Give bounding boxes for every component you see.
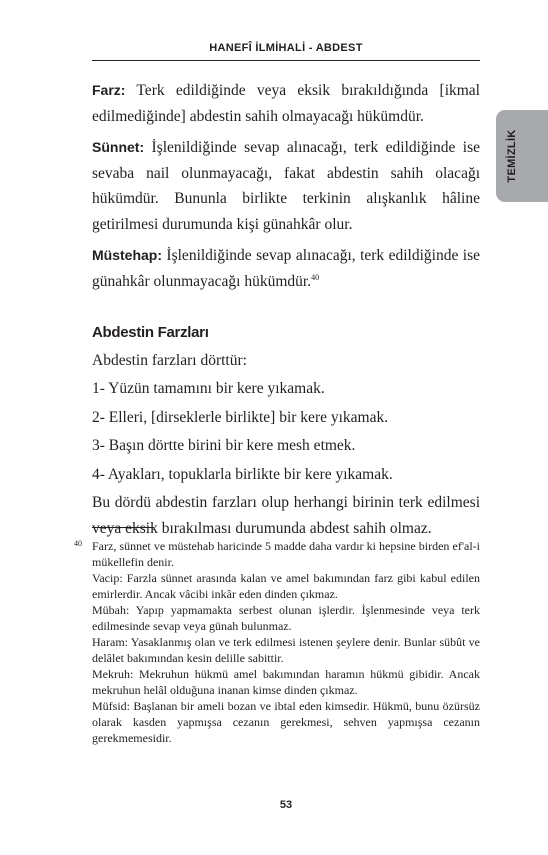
footnote-rule (92, 527, 154, 528)
page-number: 53 (279, 799, 293, 811)
section-intro: Abdestin farzları dörttür: (92, 351, 247, 369)
definition-term: Müstehap: (92, 247, 162, 263)
header-rule (92, 60, 480, 61)
footnote-number: 40 (74, 539, 82, 548)
definition-term: Sünnet: (92, 139, 145, 155)
list-item: 4- Ayakları, topuklarla birlikte bir kere yıkamak. (92, 465, 393, 483)
definition-term: Farz: (92, 82, 126, 98)
definition-text: İşlenildiğinde sevap alınacağı, terk edildiğinde ise sevaba nail olunmayacağı, fakat abdestin sahih olacağı hükümdür. Bununla birlikte terkinin alışkanlık hâline getirilmesi durumunda kişi günahkâr olur. (92, 139, 480, 233)
footnote-line: Farz, sünnet ve müstehab haricinde 5 madde daha vardır ki hepsine birden ef'al-i mükellefin denir. (92, 539, 480, 569)
footnote (74, 538, 480, 746)
list-item: 1- Yüzün tamamını bir kere yıkamak. (92, 380, 325, 397)
definition-text: İşlenildiğinde sevap alınacağı, terk edildiğinde ise günahkâr olunmayacağı hükümdür. (92, 247, 480, 290)
footnote-reference[interactable]: 40 (311, 272, 320, 282)
main-text (92, 78, 480, 547)
definition-farz (92, 78, 480, 129)
section-tab-label: TEMİZLİK (506, 129, 518, 183)
definition-sunnet (92, 135, 480, 237)
list-item: 2- Elleri, [dirseklerle birlikte] bir kere yıkamak. (92, 408, 389, 426)
section-tab (496, 110, 548, 202)
footnote-line: Haram: Yasaklanmış olan ve terk edilmesi istenen şeylere denir. Bunlar sübût ve delâlet bakımından kesin delille sabittir. (92, 635, 480, 665)
section-closing: Bu dördü abdestin farzları olup herhangi birinin terk edilmesi veya eksik bırakılması durumunda abdest sahih olmaz. (92, 494, 480, 537)
footnote-line: Müfsid: Başlanan bir ameli bozan ve ibtal eden kimsedir. Hükmü, bunu özürsüz olarak kasden yapmışsa cezanın gerekmesi, sehven yapmışsa cezanın gerekmemesidir. (92, 699, 480, 745)
footnote-line: Vacip: Farzla sünnet arasında kalan ve amel bakımından farz gibi kabul edilen emirlerdir. Ancak vâcibi inkâr eden dinden çıkmaz. (92, 571, 480, 601)
definition-text: Terk edildiğinde veya eksik bırakıldığında [ikmal edilmediğinde] abdestin sahih olmayacağı hükümdür. (92, 82, 480, 125)
section-heading: Abdestin Farzları (92, 324, 209, 341)
footnote-line: Mübah: Yapıp yapmamakta serbest olunan işlerdir. İşlenmesinde veya terk edilmesinde sevap veya günah bulunmaz. (92, 603, 480, 633)
running-header: HANEFÎ İLMİHALİ - ABDEST (209, 42, 363, 54)
footnote-line: Mekruh: Mekruhun hükmü amel bakımından haramın hükmü gibidir. Ancak mekruhun helâl olduğuna inanan kimse dinden çıkmaz. (92, 667, 480, 697)
definition-mustehap (92, 243, 480, 294)
list-item: 3- Başın dörtte birini bir kere mesh etmek. (92, 437, 356, 454)
